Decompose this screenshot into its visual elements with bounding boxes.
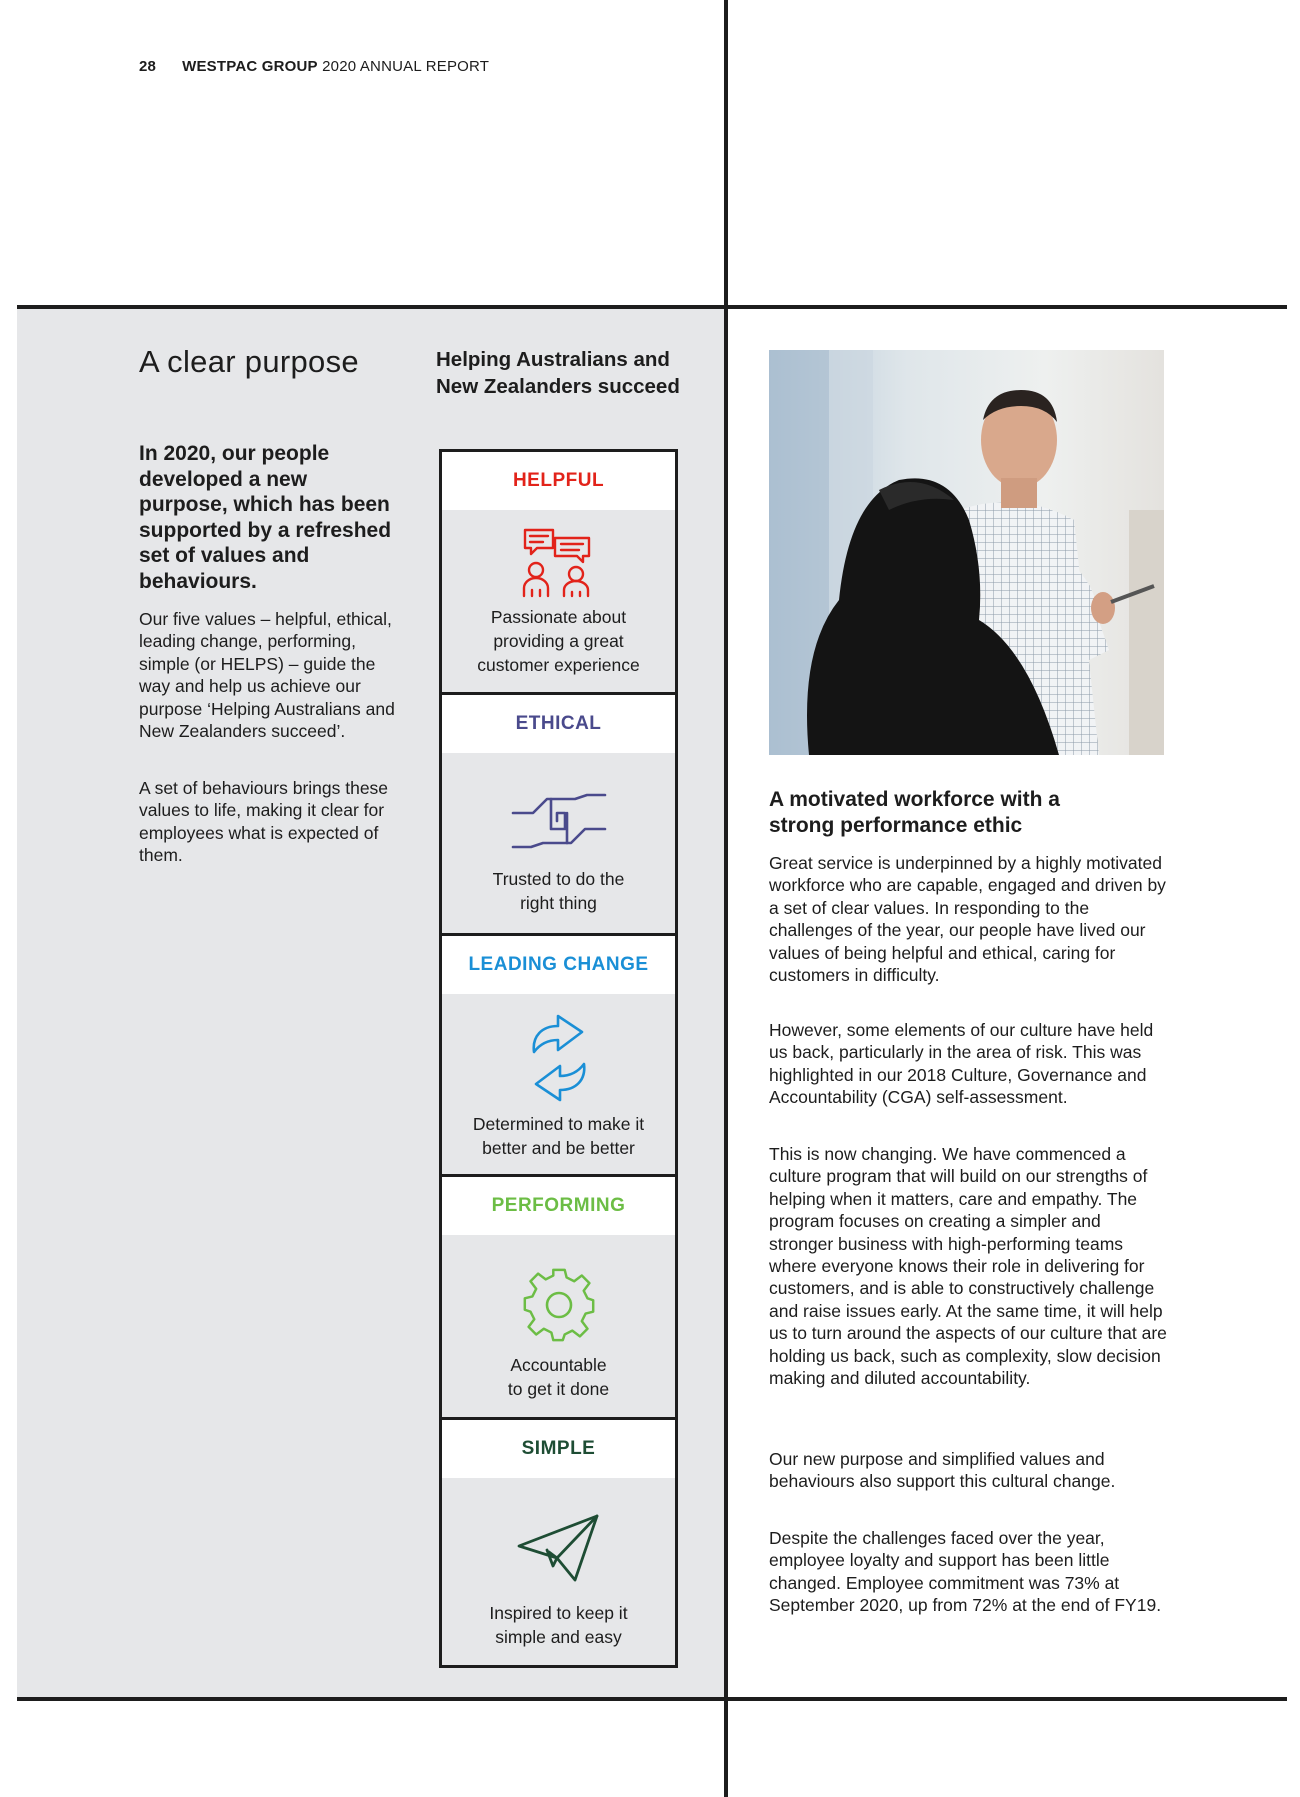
value-description-line: providing a great [493, 631, 624, 651]
bottom-rule [17, 1697, 1287, 1701]
value-name: SIMPLE [442, 1420, 675, 1478]
value-description [442, 605, 675, 677]
value-description-line: Trusted to do the [492, 869, 625, 889]
value-name: PERFORMING [442, 1177, 675, 1235]
value-description-line: Determined to make it [472, 1114, 645, 1134]
intro-paragraph-1: Our five values – helpful, ethical, leading change, performing, simple (or HELPS) – guide the way and help us achieve our purpose ‘Helping Australians and New Zealanders succeed’. [139, 609, 395, 742]
refresh-arrows-icon [524, 1006, 594, 1110]
value-description-line: Accountable [510, 1355, 607, 1375]
value-description-line: better and be better [482, 1138, 635, 1158]
value-description-line: Passionate about [490, 607, 627, 627]
value-helpful [442, 452, 675, 692]
value-description-line: Inspired to keep it [489, 1603, 628, 1623]
value-description [442, 1112, 675, 1160]
purpose-heading: Helping Australians and New Zealanders succeed [436, 348, 680, 398]
report-name: 2020 ANNUAL REPORT [322, 58, 490, 75]
top-rule [17, 305, 1287, 309]
right-heading: A motivated workforce with a strong performance ethic [769, 788, 1060, 837]
paper-plane-icon [517, 1512, 601, 1584]
workplace-photo-image [769, 350, 1164, 755]
value-description-line: to get it done [507, 1379, 610, 1399]
conversation-people-icon [519, 526, 599, 598]
value-description [442, 867, 675, 915]
value-name: LEADING CHANGE [442, 936, 675, 994]
right-paragraph-4: Our new purpose and simplified values and behaviours also support this cultural change. [769, 1449, 1116, 1492]
right-paragraph-1: Great service is underpinned by a highly motivated workforce who are capable, engaged and driven by a set of clear values. In responding to the challenges of the year, our people have lived our values of being helpful and ethical, caring for customers in difficulty. [769, 853, 1166, 986]
value-name: HELPFUL [442, 452, 675, 510]
value-description-line: customer experience [477, 655, 640, 675]
value-leading-change [442, 936, 675, 1174]
intro-lead: In 2020, our people developed a new purpose, which has been supported by a refreshed set of values and behaviours. [139, 442, 392, 593]
value-description-line: right thing [520, 893, 597, 913]
section-title: A clear purpose [139, 344, 359, 379]
right-paragraph-5: Despite the challenges faced over the year, employee loyalty and support has been little changed. Employee commitment was 73% at September 2020, up from 72% at the end of FY19. [769, 1528, 1162, 1616]
right-paragraph-3: This is now changing. We have commenced a culture program that will build on our strengths of helping when it matters, care and empathy. The program focuses on creating a simpler and stronger business with high-performing teams where everyone knows their role in delivering for customers, and is able to constructively challenge and raise issues early. At the same time, it will help us to turn around the aspects of our culture that are holding us back, such as complexity, slow decision making and diluted accountability. [769, 1144, 1167, 1389]
right-paragraph-2: However, some elements of our culture have held us back, particularly in the area of risk. This was highlighted in our 2018 Culture, Governance and Accountability (CGA) self-assessment. [769, 1020, 1154, 1108]
values-column [439, 449, 678, 1668]
handshake-icon [511, 789, 607, 853]
vertical-rule [724, 0, 728, 1797]
intro-paragraph-2: A set of behaviours brings these values to life, making it clear for employees what is expected of them. [139, 778, 389, 866]
value-ethical [442, 695, 675, 933]
value-description-line: simple and easy [495, 1627, 622, 1647]
gear-icon [521, 1267, 597, 1343]
value-description [442, 1353, 675, 1401]
value-simple [442, 1420, 675, 1665]
value-description [442, 1601, 675, 1649]
page-number: 28 [139, 58, 157, 75]
value-name: ETHICAL [442, 695, 675, 753]
brand-name: WESTPAC GROUP [182, 58, 318, 75]
value-performing [442, 1177, 675, 1417]
page-header [139, 58, 489, 75]
workplace-photo [769, 350, 1164, 755]
